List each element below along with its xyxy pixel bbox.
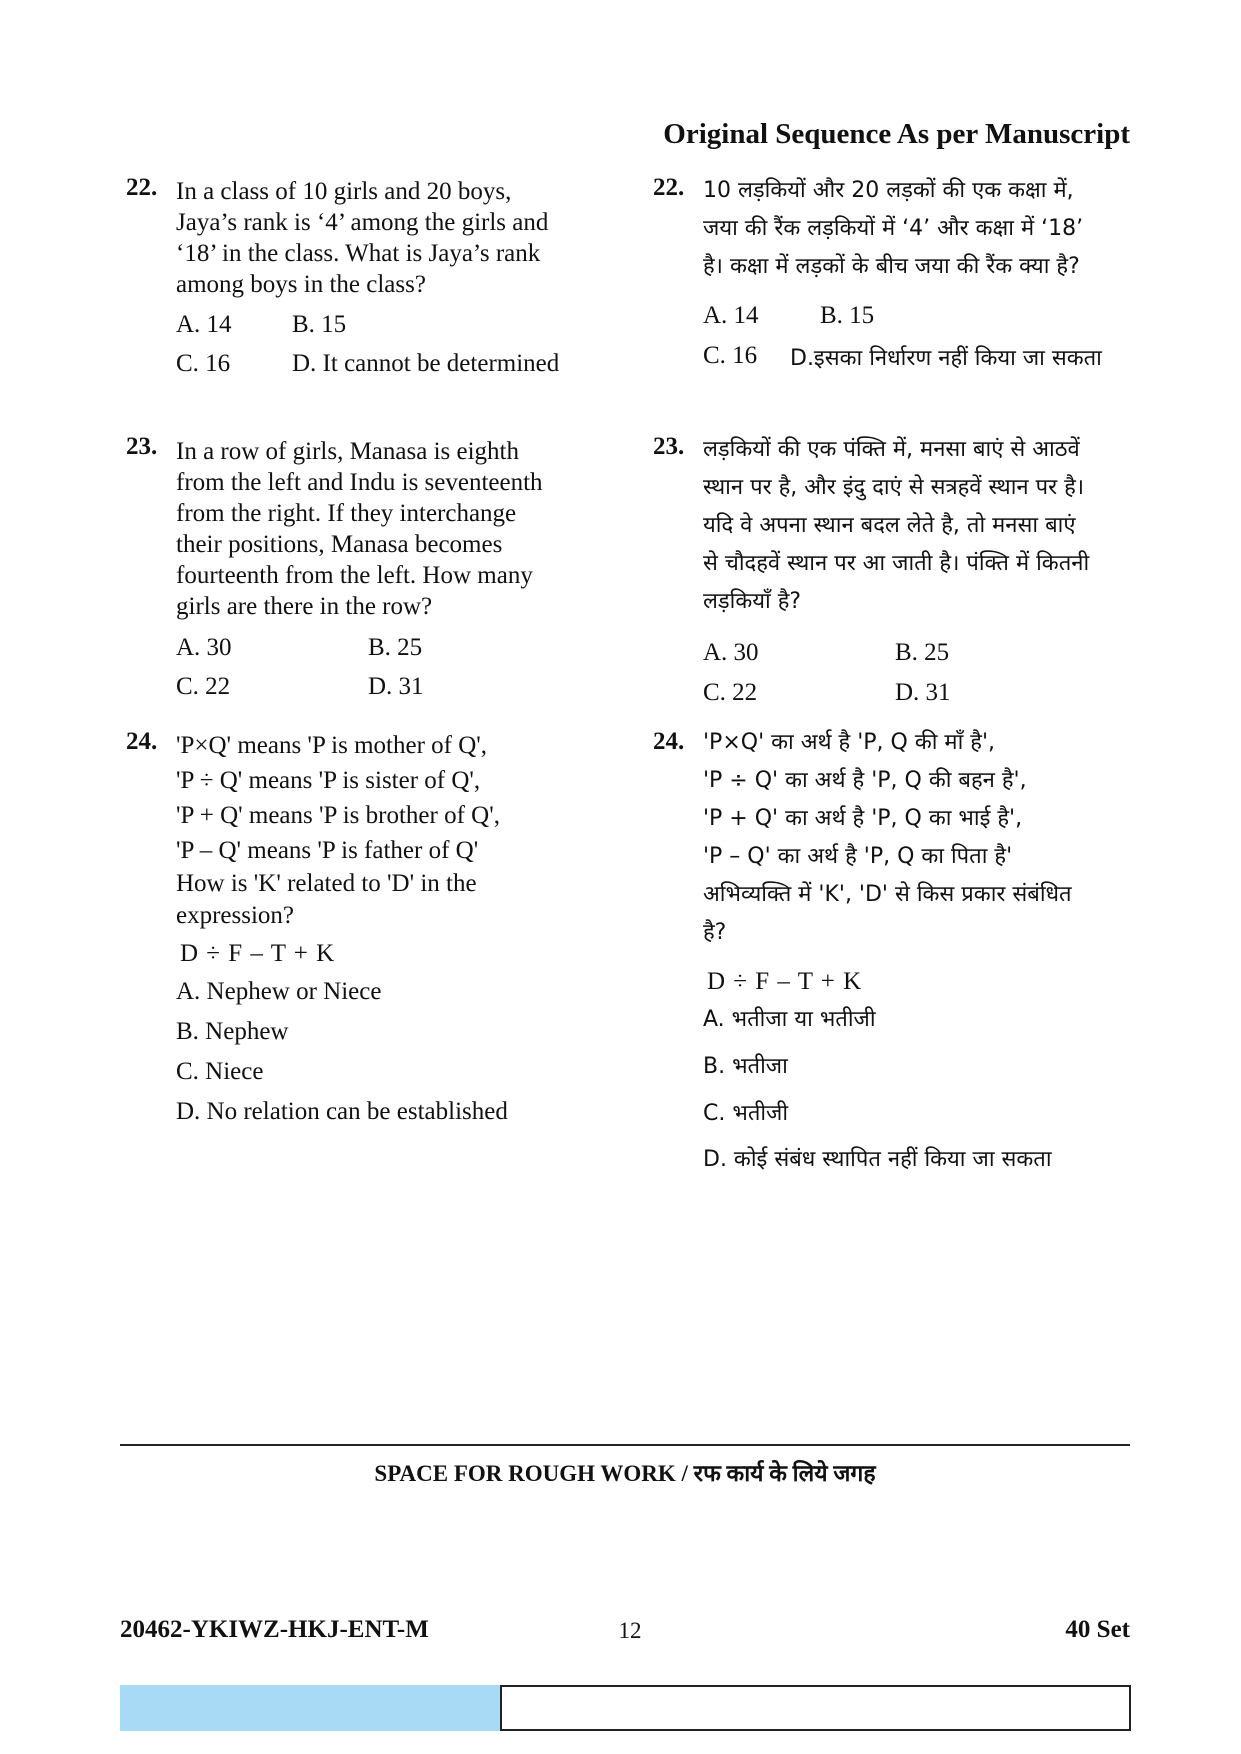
option-a: A. 30: [176, 634, 232, 661]
question-number-23-en: 23.: [126, 433, 158, 460]
question-22-en-text: [176, 176, 606, 300]
question-number-23-hi: 23.: [653, 433, 685, 460]
option-c: C. Niece: [176, 1058, 264, 1085]
option-a: A. भतीजा या भतीजी: [703, 1007, 876, 1032]
question-line: among boys in the class?: [176, 271, 426, 298]
question-line: 'P ÷ Q' means 'P is sister of Q',: [176, 767, 481, 794]
question-line: 'P – Q' का अर्थ है 'P, Q का पिता है': [703, 844, 1013, 869]
option-a: A. 14: [703, 302, 759, 329]
option-d: D.इसका निर्धारण नहीं किया जा सकता: [790, 346, 1102, 371]
question-line: In a class of 10 girls and 20 boys,: [176, 178, 512, 205]
expression: D ÷ F – T + K: [180, 940, 336, 967]
option-c: C. 16: [703, 342, 758, 369]
option-b: B. 25: [895, 639, 950, 666]
expression: D ÷ F – T + K: [707, 968, 863, 995]
question-24-en-text: [176, 728, 616, 932]
option-c: C. 22: [176, 673, 231, 700]
question-line: 'P + Q' का अर्थ है 'P, Q का भाई है',: [703, 806, 1023, 831]
option-d: D. 31: [368, 673, 424, 700]
option-d: D. It cannot be determined: [292, 350, 560, 377]
question-line: fourteenth from the left. How many: [176, 562, 533, 589]
question-line: 'P×Q' means 'P is mother of Q',: [176, 732, 488, 759]
question-line: ‘18’ in the class. What is Jaya’s rank: [176, 240, 541, 267]
question-line: जया की रैंक लड़कियों में ‘4’ और कक्षा में ‘18’: [703, 216, 1084, 241]
option-c: C. 22: [703, 679, 758, 706]
question-line: girls are there in the row?: [176, 593, 433, 620]
footer-color-bar: [120, 1685, 500, 1731]
option-d: D. 31: [895, 679, 951, 706]
divider: [120, 1444, 1130, 1446]
question-line: from the left and Indu is seventeenth: [176, 469, 543, 496]
question-line: 'P – Q' means 'P is father of Q': [176, 837, 479, 864]
footer-outline-box: [500, 1685, 1131, 1731]
question-line: 'P×Q' का अर्थ है 'P, Q की माँ है',: [703, 730, 995, 755]
question-23-en-text: [176, 436, 606, 622]
question-number-22-hi: 22.: [653, 174, 685, 201]
option-c: C. भतीजी: [703, 1101, 789, 1126]
question-22-hi-text: [703, 172, 1133, 286]
option-d: D. No relation can be established: [176, 1098, 508, 1125]
option-a: A. 14: [176, 311, 232, 338]
question-line: 'P + Q' means 'P is brother of Q',: [176, 802, 500, 829]
set-label: 40 Set: [1065, 1616, 1130, 1643]
question-line: How is 'K' related to 'D' in the: [176, 870, 477, 897]
question-line: अभिव्यक्ति में 'K', 'D' से किस प्रकार संबंधित: [703, 882, 1072, 907]
page-title: Original Sequence As per Manuscript: [663, 118, 1130, 150]
rough-work-label: SPACE FOR ROUGH WORK / रफ कार्य के लिये जगह: [374, 1461, 876, 1486]
option-b: B. भतीजा: [703, 1054, 788, 1079]
option-b: B. 15: [292, 311, 347, 338]
question-line: स्थान पर है, और इंदु दाएं से सत्रहवें स्थान पर है।: [703, 475, 1085, 500]
question-line: लड़कियाँ है?: [703, 589, 802, 614]
option-a: A. Nephew or Niece: [176, 978, 382, 1005]
option-a: A. 30: [703, 639, 759, 666]
question-number-22-en: 22.: [126, 174, 158, 201]
question-line: 'P ÷ Q' का अर्थ है 'P, Q की बहन है',: [703, 768, 1027, 793]
question-line: से चौदहवें स्थान पर आ जाती है। पंक्ति में कितनी: [703, 551, 1090, 576]
question-line: their positions, Manasa becomes: [176, 531, 503, 558]
option-c: C. 16: [176, 350, 231, 377]
question-24-hi-text: [703, 724, 1143, 952]
question-line: In a row of girls, Manasa is eighth: [176, 438, 519, 465]
option-b: B. Nephew: [176, 1018, 289, 1045]
question-number-24-en: 24.: [126, 728, 158, 755]
page-number: 12: [618, 1618, 642, 1643]
question-line: expression?: [176, 902, 295, 929]
booklet-code: 20462-YKIWZ-HKJ-ENT-M: [120, 1616, 429, 1643]
option-b: B. 15: [820, 302, 875, 329]
question-number-24-hi: 24.: [653, 728, 685, 755]
question-line: from the right. If they interchange: [176, 500, 517, 527]
question-line: Jaya’s rank is ‘4’ among the girls and: [176, 209, 549, 236]
option-d: D. कोई संबंध स्थापित नहीं किया जा सकता: [703, 1147, 1052, 1172]
question-line: है?: [703, 920, 727, 945]
option-b: B. 25: [368, 634, 423, 661]
question-line: लड़कियों की एक पंक्ति में, मनसा बाएं से आठवें: [703, 437, 1080, 462]
question-line: है। कक्षा में लड़कों के बीच जया की रैंक क्या है?: [703, 254, 1080, 279]
question-line: 10 लड़कियों और 20 लड़कों की एक कक्षा में,: [703, 178, 1074, 203]
question-23-hi-text: [703, 431, 1133, 621]
question-line: यदि वे अपना स्थान बदल लेते है, तो मनसा बाएं: [703, 513, 1076, 538]
